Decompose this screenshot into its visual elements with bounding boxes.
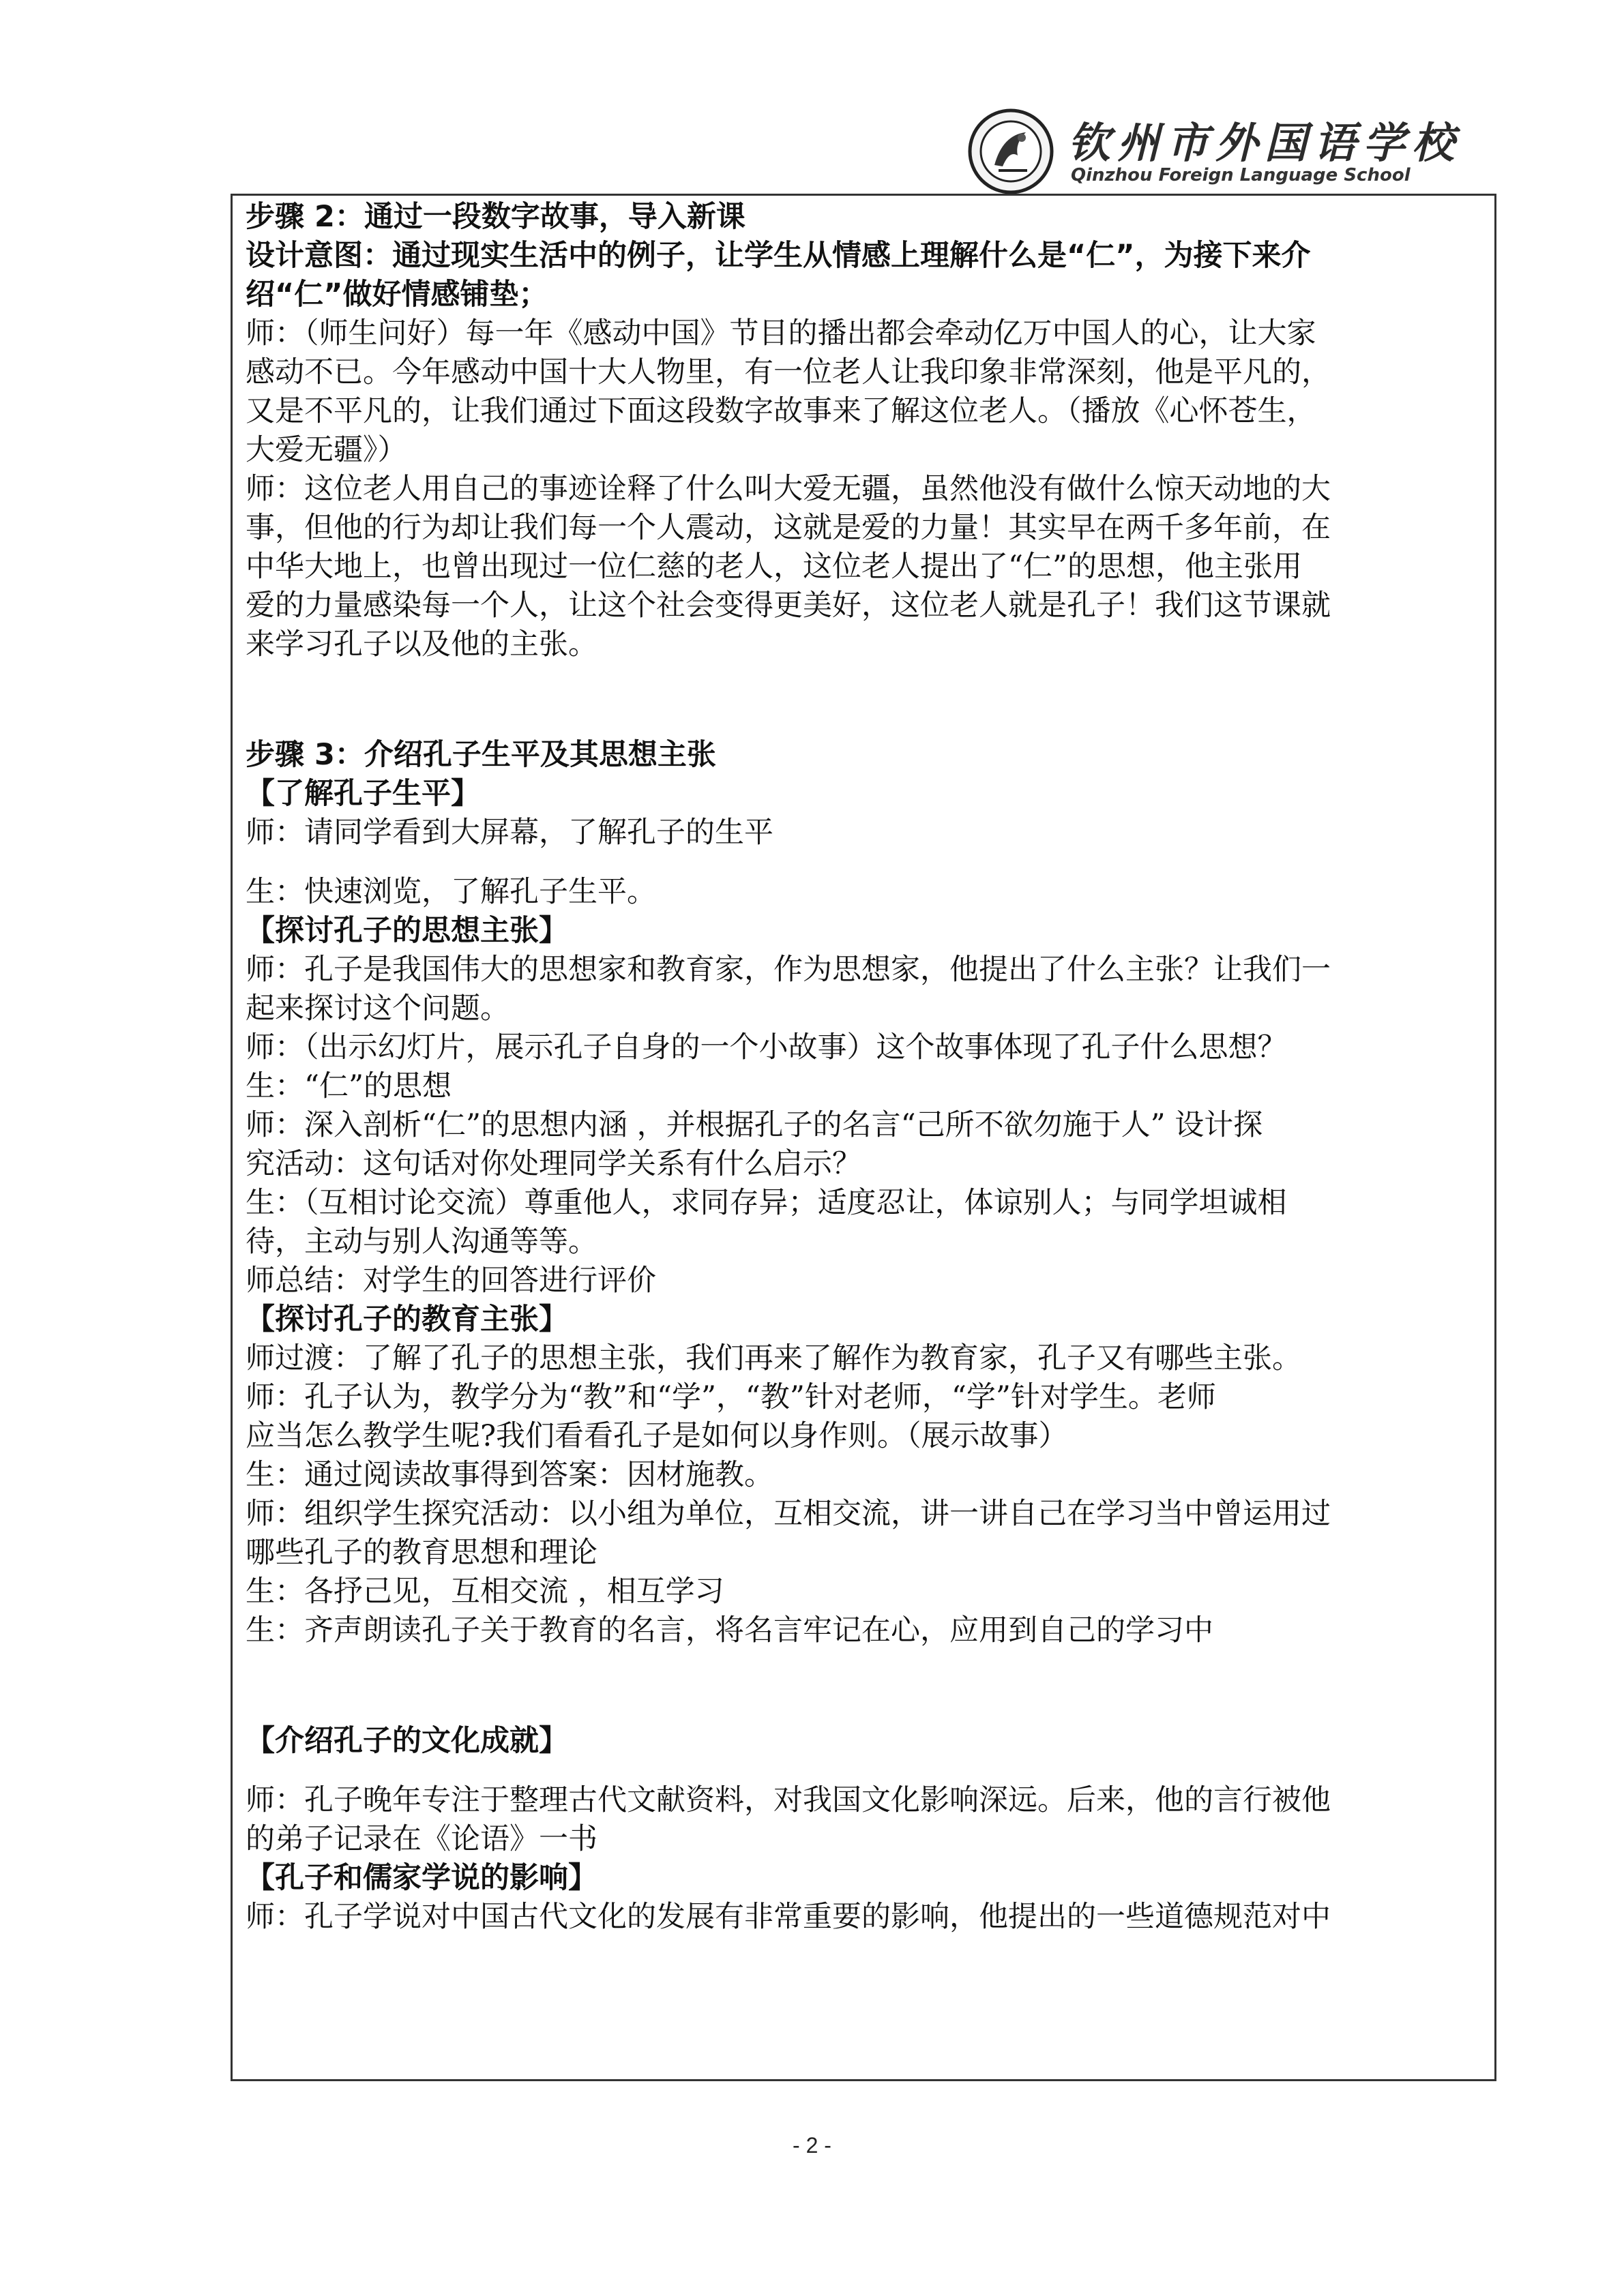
spacer [246, 1761, 1487, 1781]
section-heading: 【探讨孔子的思想主张】 [246, 914, 568, 948]
section-heading: 【探讨孔子的教育主张】 [246, 1302, 568, 1337]
paragraph-line: 师：（师生问好）每一年《感动中国》节目的播出都会牵动亿万中国人的心，让大家 [246, 316, 1316, 351]
section-heading: 绍“仁”做好情感铺垫； [246, 278, 548, 312]
paragraph-line: 师：这位老人用自己的事迹诠释了什么叫大爱无疆，虽然他没有做什么惊天动地的大 [246, 472, 1331, 506]
paragraph-line: 师：孔子晚年专注于整理古代文献资料，对我国文化影响深远。后来，他的言行被他 [246, 1783, 1331, 1817]
paragraph-line: 的弟子记录在《论语》一书 [246, 1822, 597, 1856]
page-number: - 2 - [793, 2133, 831, 2158]
section-heading: 设计意图：通过现实生活中的例子，让学生从情感上理解什么是“仁”，为接下来介 [246, 239, 1311, 273]
paragraph-line: 生：通过阅读故事得到答案：因材施教。 [246, 1458, 773, 1492]
section-heading: 【了解孔子生平】 [246, 777, 480, 811]
section-heading: 步骤 3：介绍孔子生平及其思想主张 [246, 738, 716, 772]
paragraph-line: 哪些孔子的教育思想和理论 [246, 1536, 597, 1570]
paragraph-line: 生：齐声朗读孔子关于教育的名言，将名言牢记在心，应用到自己的学习中 [246, 1613, 1213, 1648]
paragraph-line: 师：请同学看到大屏幕，了解孔子的生平 [246, 816, 773, 850]
paragraph-line: 生：各抒己见，互相交流 ，相互学习 [246, 1575, 724, 1609]
paragraph-line: 师：组织学生探究活动：以小组为单位，互相交流，讲一讲自己在学习当中曾运用过 [246, 1497, 1331, 1531]
lesson-content [246, 198, 1487, 1937]
school-logo-header [967, 108, 1462, 196]
paragraph-line: 师过渡：了解了孔子的思想主张，我们再来了解作为教育家，孔子又有哪些主张。 [246, 1341, 1301, 1375]
paragraph-line: 中华大地上，也曾出现过一位仁慈的老人，这位老人提出了“仁”的思想，他主张用 [246, 550, 1302, 584]
school-seal-icon [967, 108, 1054, 195]
section-heading: 【介绍孔子的文化成就】 [246, 1724, 568, 1758]
paragraph-line: 大爱无疆》） [246, 433, 407, 467]
paragraph-line: 待，主动与别人沟通等等。 [246, 1225, 597, 1259]
paragraph-line: 感动不已。今年感动中国十大人物里，有一位老人让我印象非常深刻，他是平凡的， [246, 355, 1331, 389]
paragraph-line: 究活动：这句话对你处理同学关系有什么启示？ [246, 1147, 861, 1181]
paragraph-line: 师：孔子是我国伟大的思想家和教育家，作为思想家，他提出了什么主张？让我们一 [246, 953, 1331, 987]
spacer [246, 852, 1487, 873]
paragraph-line: 应当怎么教学生呢?我们看看孔子是如何以身作则。（展示故事） [246, 1419, 1068, 1453]
section-heading: 步骤 2：通过一段数字故事，导入新课 [246, 200, 745, 234]
school-name-en: Qinzhou Foreign Language School [1071, 165, 1411, 185]
paragraph-line: 师：孔子认为，教学分为“教”和“学”，“教”针对老师，“学”针对学生。老师 [246, 1380, 1216, 1414]
paragraph-line: 生：快速浏览，了解孔子生平。 [246, 875, 656, 909]
paragraph-line: 师：孔子学说对中国古代文化的发展有非常重要的影响，他提出的一些道德规范对中 [246, 1900, 1331, 1934]
spacer [246, 1650, 1487, 1722]
section-heading: 【孔子和儒家学说的影响】 [246, 1861, 597, 1895]
paragraph-line: 爱的力量感染每一个人，让这个社会变得更美好，这位老人就是孔子！我们这节课就 [246, 588, 1331, 623]
paragraph-line: 生：（互相讨论交流）尊重他人，求同存异；适度忍让，体谅别人；与同学坦诚相 [246, 1186, 1287, 1220]
spacer [246, 664, 1487, 736]
paragraph-line: 师：（出示幻灯片，展示孔子自身的一个小故事）这个故事体现了孔子什么思想？ [246, 1030, 1287, 1064]
paragraph-line: 起来探讨这个问题。 [246, 992, 510, 1026]
paragraph-line: 生：“仁”的思想 [246, 1069, 452, 1103]
paragraph-line: 又是不平凡的，让我们通过下面这段数字故事来了解这位老人。（播放《心怀苍生， [246, 394, 1316, 428]
paragraph-line: 师总结：对学生的回答进行评价 [246, 1264, 656, 1298]
paragraph-line: 来学习孔子以及他的主张。 [246, 627, 597, 661]
school-name-cn: 钦州市外国语学校 [1068, 118, 1462, 168]
paragraph-line: 事，但他的行为却让我们每一个人震动，这就是爱的力量！其实早在两千多年前，在 [246, 511, 1331, 545]
paragraph-line: 师：深入剖析“仁”的思想内涵 ，并根据孔子的名言“己所不欲勿施于人” 设计探 [246, 1108, 1263, 1142]
